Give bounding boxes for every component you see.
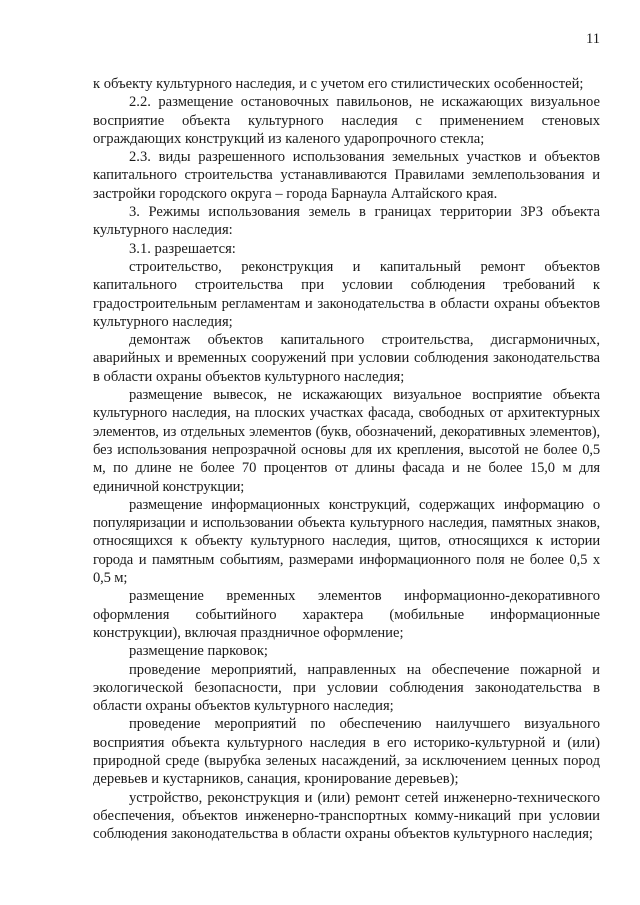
list-item-fire-safety: проведение мероприятий, направленных на обеспечение пожарной и экологической безопасности, при условии соблюдения законодательства в области охраны объектов культурного наследия; [93, 661, 600, 715]
list-item-visual-perception: проведение мероприятий по обеспечению наилучшего визуального восприятия объекта культурного наследия в его историко-культурной и (или) природной среде (вырубка зеленых насаждений, за исключением ценных пород деревьев и кустарников, санация, кронирование деревьев); [93, 716, 600, 788]
list-item-construction: строительство, реконструкция и капитальный ремонт объектов капитального строительства при условии соблюдения требований к градостроительным регламентам и законодательства в области охраны объектов культурного наследия; [93, 258, 600, 330]
list-item-engineering-networks: устройство, реконструкция и (или) ремонт сетей инженерно-технического обеспечения, объектов инженерно-транспортных комму-никаций при условии соблюдения законодательства в области охраны объектов культурного наследия; [93, 789, 600, 843]
list-item-info-structures: размещение информационных конструкций, содержащих информацию о популяризации и использовании объекта культурного наследия, памятных знаков, относящихся к объекту культурного наследия, щитов, относящихся к истории города и памятным событиям, размерами информационного поля не более 0,5 х 0,5 м; [93, 496, 600, 587]
list-item-demolition: демонтаж объектов капитального строительства, дисгармоничных, аварийных и временных сооружений при условии соблюдения законодательства в области охраны объектов культурного наследия; [93, 332, 600, 385]
document-body [93, 75, 600, 843]
paragraph-continuation: к объекту культурного наследия, и с учетом его стилистических особенностей; [93, 76, 584, 92]
page-number: 11 [586, 31, 600, 47]
list-item-temporary-decor: размещение временных элементов информационно-декоративного оформления событийного характера (мобильные информационные конструкции), включая праздничное оформление; [93, 588, 600, 641]
list-item-signboards: размещение вывесок, не искажающих визуальное восприятие объекта культурного наследия, на плоских участках фасада, свободных от архитектурных элементов, из отдельных элементов (букв, обозначений, декоративных элементов), без использования непрозрачной основы для их крепления, высотой не более 0,5 м, по длине не более 70 процентов от длины фасада и не более 15,0 м для единичной конструкции; [93, 387, 600, 495]
paragraph-3-1: 3.1. разрешается: [129, 240, 236, 257]
section-3-heading: 3. Режимы использования земель в границах территории ЗРЗ объекта культурного наследия: [93, 204, 600, 239]
paragraph-2-3: 2.3. виды разрешенного использования земельных участков и объектов капитального строительства устанавливаются Правилами землепользования и застройки городского округа – города Барнаула Алтайского края. [93, 149, 600, 202]
paragraph-2-2: 2.2. размещение остановочных павильонов, не искажающих визуальное восприятие объекта культурного наследия с применением стеновых ограждающих конструкций из каленого ударопрочного стекла; [93, 94, 600, 147]
list-item-parking: размещение парковок; [129, 643, 268, 660]
